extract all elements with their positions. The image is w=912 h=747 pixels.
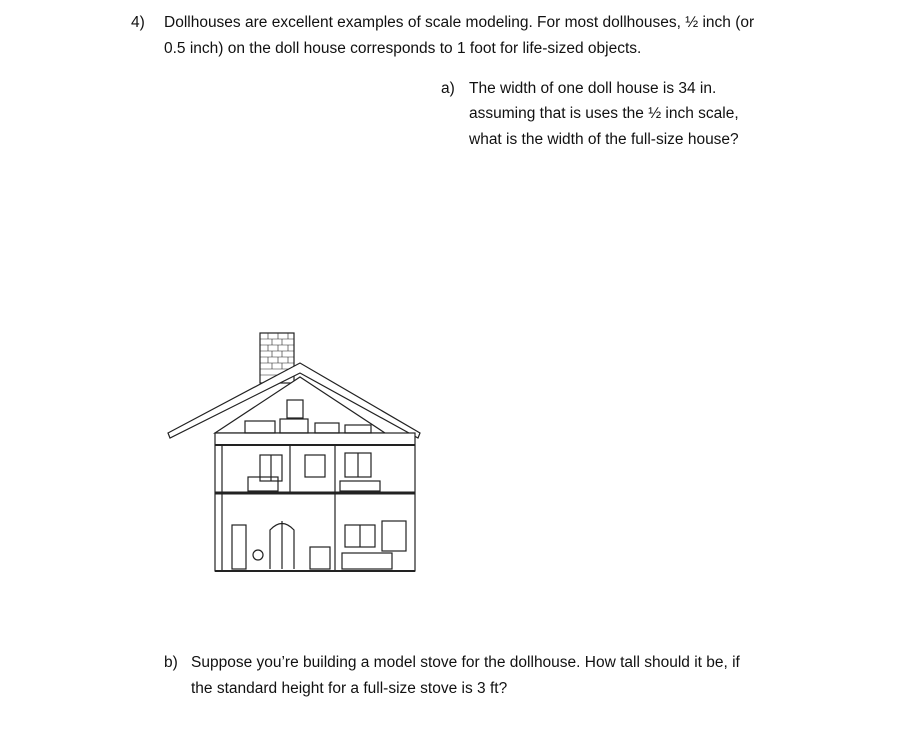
part-a-label: a)	[441, 80, 455, 97]
part-a-text-line-1: The width of one doll house is 34 in.	[469, 80, 717, 97]
question-number: 4)	[131, 14, 145, 31]
question-text-line-1: Dollhouses are excellent examples of scale modeling. For most dollhouses, ½ inch (or	[164, 14, 755, 31]
house-body	[215, 433, 415, 571]
part-b-text-line-1: Suppose you’re building a model stove for the dollhouse. How tall should it be, if	[191, 654, 740, 671]
dollhouse-illustration	[160, 325, 430, 580]
part-b-text-line-2: the standard height for a full-size stove is 3 ft?	[191, 680, 508, 697]
part-b-label: b)	[164, 654, 178, 671]
part-a-text-line-2: assuming that is uses the ½ inch scale,	[469, 105, 739, 122]
question-text-line-2: 0.5 inch) on the doll house corresponds to 1 foot for life-sized objects.	[164, 40, 642, 57]
part-a-text-line-3: what is the width of the full-size house?	[469, 131, 739, 148]
